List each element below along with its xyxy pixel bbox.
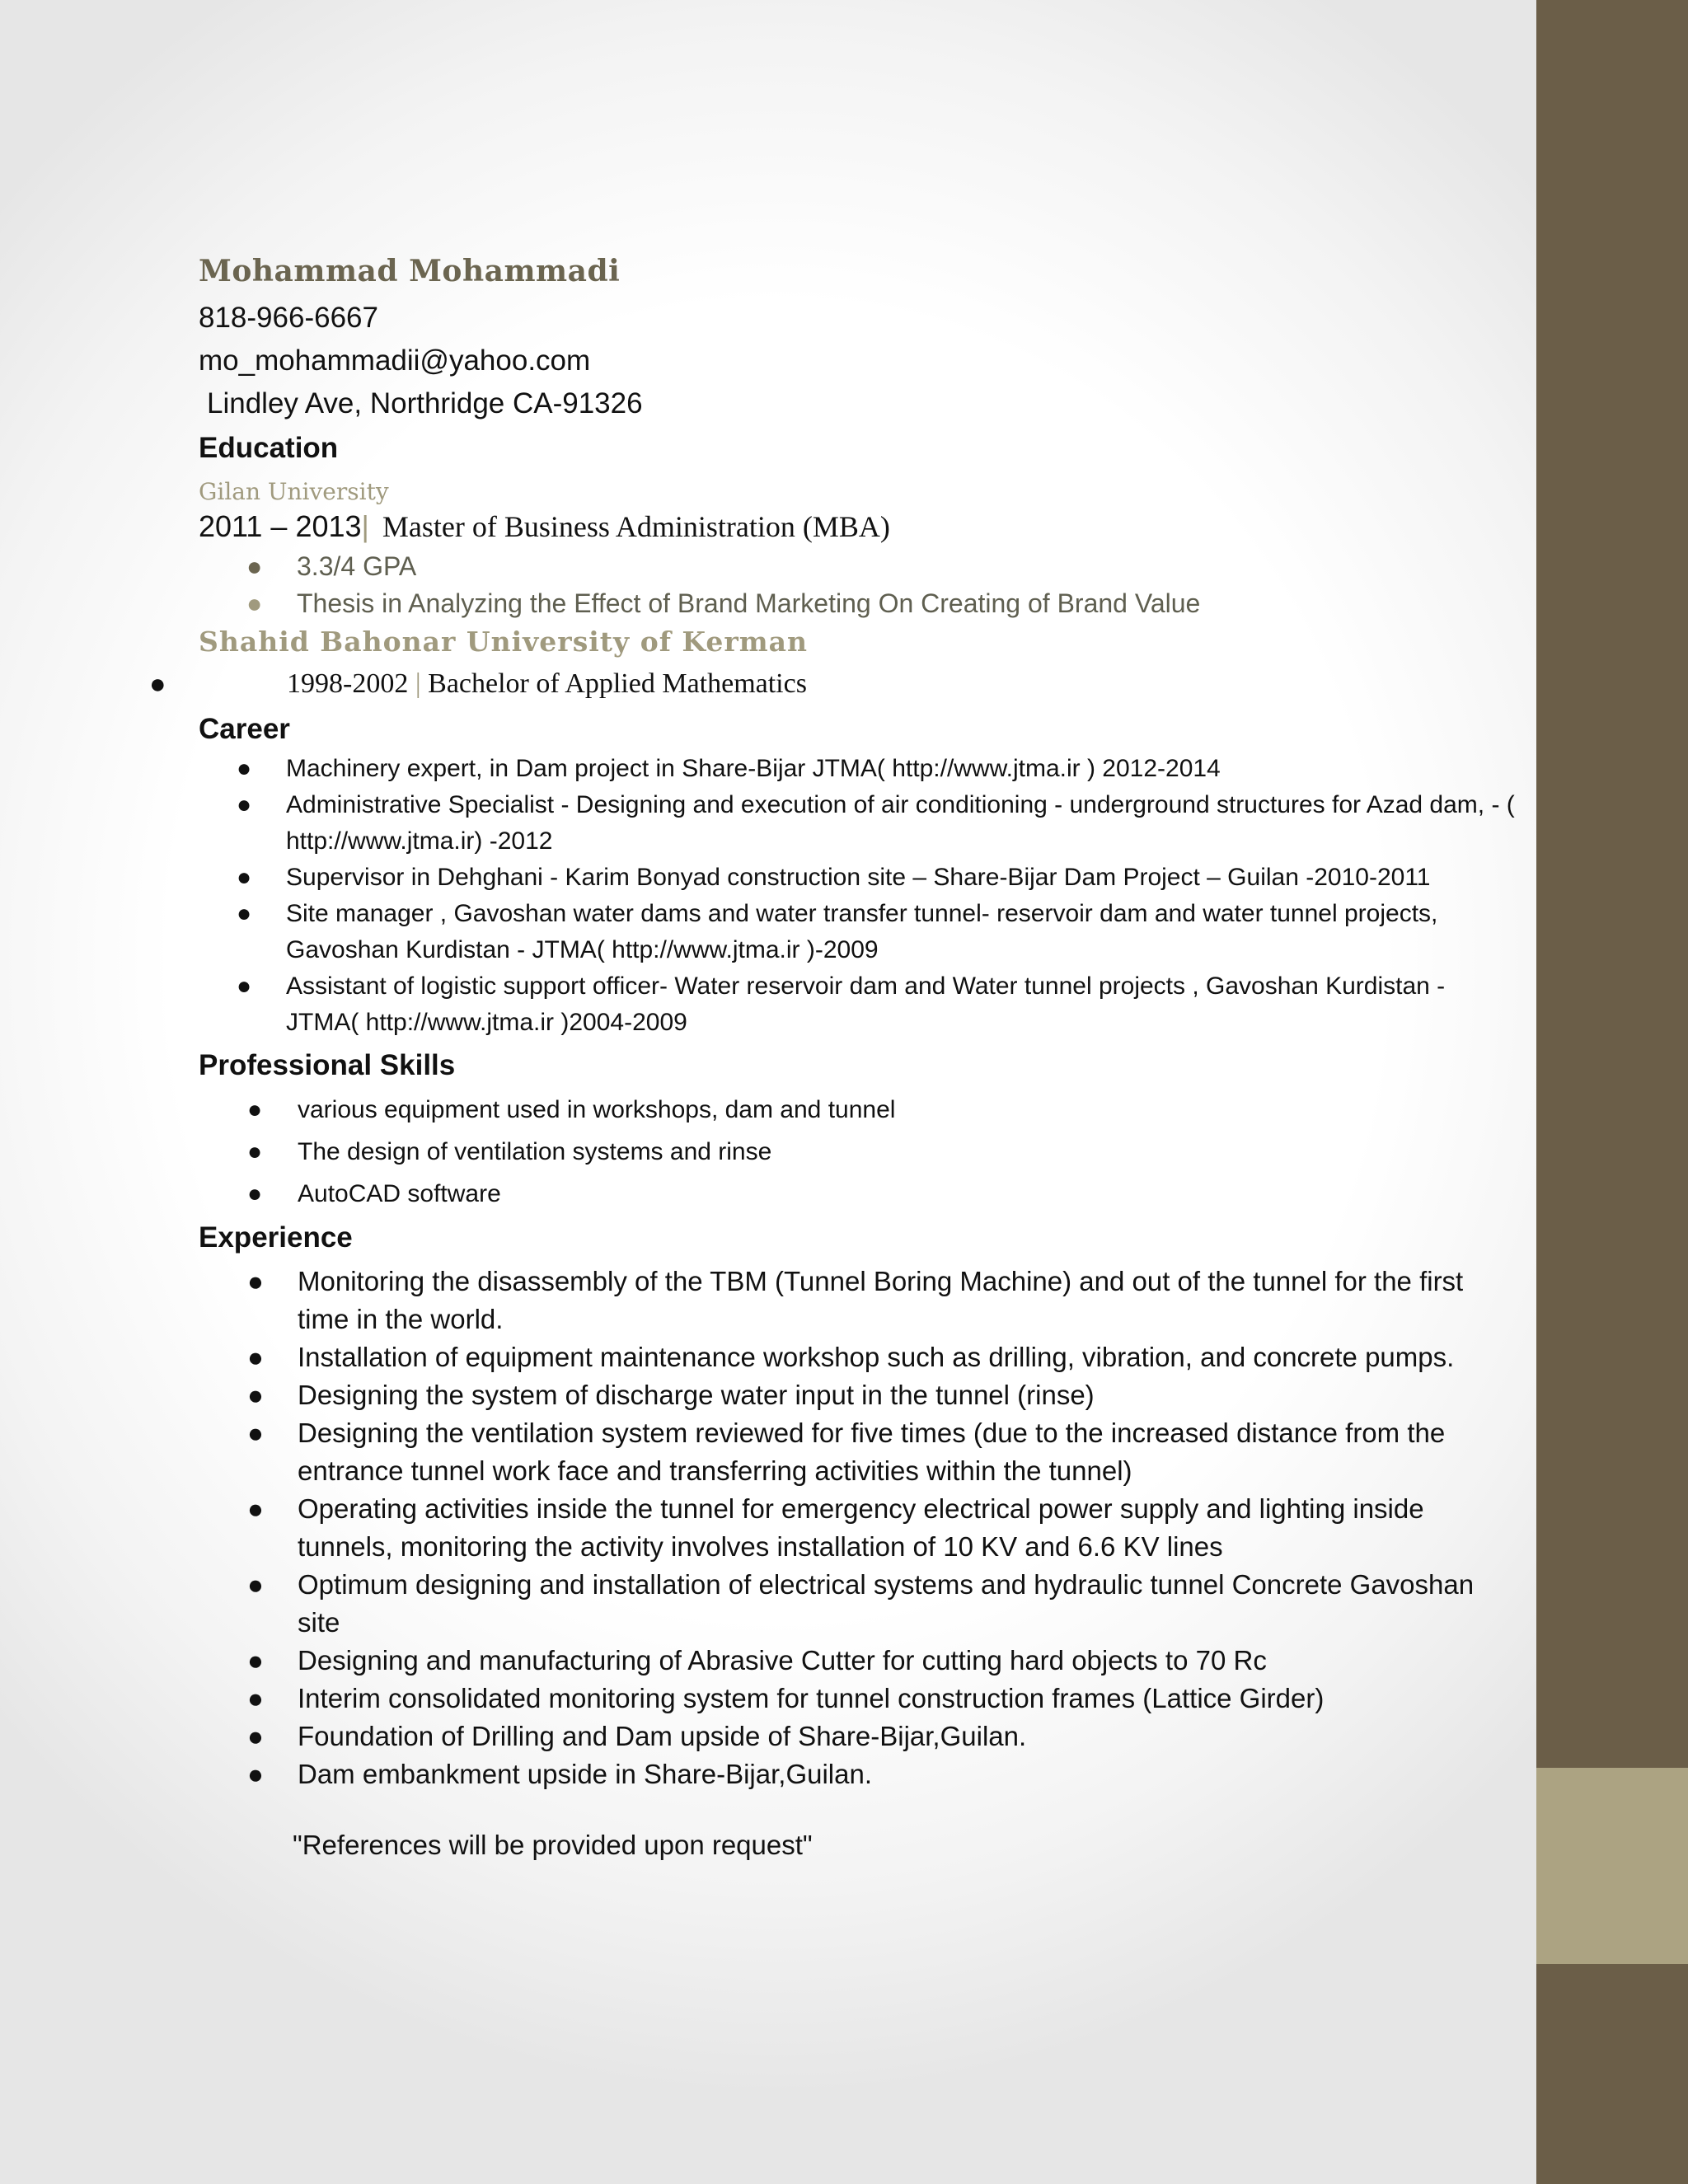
- references-note: "References will be provided upon request": [293, 1830, 813, 1860]
- bachelor-degree: Bachelor of Applied Mathematics: [428, 668, 807, 699]
- list-item: [247, 1566, 1517, 1642]
- career-heading: Career: [199, 713, 290, 745]
- list-item: [237, 751, 1517, 787]
- bullet-icon: ●: [247, 1180, 263, 1207]
- list-item: [247, 1642, 1517, 1680]
- candidate-name: Mohammad Mohammadi: [199, 254, 621, 288]
- list-item: [247, 1263, 1517, 1338]
- bullet-icon: ●: [247, 1342, 264, 1372]
- list-item: [237, 860, 1517, 896]
- bullet-icon: ●: [237, 791, 252, 818]
- school-gilan-name: Gilan University: [199, 478, 389, 505]
- career-item-text: Administrative Specialist - Designing and execution of air conditioning - underground structures for Azad dam, - ( http://www.jtma.ir) -2012: [286, 791, 1515, 855]
- separator: |: [415, 668, 421, 699]
- bullet-icon: ●: [246, 588, 263, 618]
- career-item-text: Supervisor in Dehghani - Karim Bonyad construction site – Share-Bijar Dam Project – Guilan -2010-2011: [286, 864, 1431, 891]
- list-item: [247, 1414, 1517, 1490]
- skills-heading: Professional Skills: [199, 1049, 456, 1081]
- bullet-icon: ●: [247, 1721, 264, 1751]
- skill-item-text: various equipment used in workshops, dam and tunnel: [298, 1096, 896, 1123]
- list-item: [247, 1718, 1517, 1755]
- experience-heading: Experience: [199, 1221, 353, 1254]
- bullet-icon: ●: [247, 1266, 264, 1296]
- bullet-icon: ●: [247, 1418, 264, 1448]
- mba-years: 2011 – 2013: [199, 509, 362, 543]
- experience-item-text: Designing the ventilation system reviewed for five times (due to the increased distance from the entrance tunnel work face and transferring activities within the tunnel): [298, 1418, 1446, 1486]
- experience-item-text: Operating activities inside the tunnel for emergency electrical power supply and lighting inside tunnels, monitoring the activity involves installation of 10 KV and 6.6 KV lines: [298, 1493, 1424, 1562]
- experience-item-text: Installation of equipment maintenance workshop such as drilling, vibration, and concrete pumps.: [298, 1342, 1455, 1372]
- list-item: [247, 1089, 1517, 1131]
- experience-item-text: Dam embankment upside in Share-Bijar,Guilan.: [298, 1759, 873, 1789]
- list-item: [247, 1680, 1517, 1718]
- bullet-icon: ●: [237, 864, 252, 891]
- mba-degree: Master of Business Administration (MBA): [382, 510, 890, 543]
- skills-list: [199, 1089, 1517, 1215]
- separator: |: [361, 509, 369, 543]
- sidebar-accent-block: [1536, 1768, 1688, 1964]
- phone-number: 818-966-6667: [199, 302, 378, 334]
- bullet-icon: ●: [247, 1645, 264, 1675]
- list-item: [247, 1338, 1517, 1376]
- email-address: mo_mohammadii@yahoo.com: [199, 344, 591, 377]
- bullet-icon: ●: [247, 1493, 264, 1524]
- bachelor-degree-line: [149, 662, 1517, 706]
- list-item: [247, 1131, 1517, 1173]
- list-item: [247, 1376, 1517, 1414]
- bullet-icon: ●: [237, 972, 252, 1000]
- experience-list: [199, 1263, 1517, 1793]
- bullet-icon: ●: [247, 1096, 263, 1123]
- bullet-icon: ●: [149, 668, 166, 700]
- mba-details-list: [199, 548, 1517, 622]
- resume-document: [149, 254, 1517, 1861]
- experience-item-text: Designing the system of discharge water input in the tunnel (rinse): [298, 1380, 1095, 1410]
- list-item: [237, 968, 1517, 1041]
- bachelor-years: 1998-2002: [287, 668, 409, 699]
- list-item: [246, 548, 1517, 585]
- street-address: Lindley Ave, Northridge CA-91326: [207, 387, 643, 419]
- experience-item-text: Designing and manufacturing of Abrasive Cutter for cutting hard objects to 70 Rc: [298, 1645, 1267, 1675]
- skill-item-text: AutoCAD software: [298, 1180, 501, 1207]
- list-item: [246, 585, 1517, 622]
- bullet-icon: ●: [247, 1569, 264, 1600]
- career-item-text: Machinery expert, in Dam project in Share-Bijar JTMA( http://www.jtma.ir ) 2012-2014: [286, 755, 1221, 782]
- bullet-icon: ●: [247, 1138, 263, 1165]
- career-item-text: Assistant of logistic support officer- Water reservoir dam and Water tunnel projects , Gavoshan Kurdistan - JTMA( http://www.jtma.ir )2004-2009: [286, 972, 1446, 1036]
- school-kerman-name: Shahid Bahonar University of Kerman: [199, 626, 809, 658]
- bullet-icon: ●: [246, 551, 263, 581]
- bullet-icon: ●: [237, 900, 252, 927]
- career-list: [199, 751, 1517, 1041]
- education-heading: Education: [199, 432, 339, 464]
- bullet-icon: ●: [247, 1759, 264, 1789]
- thesis-text: Thesis in Analyzing the Effect of Brand Marketing On Creating of Brand Value: [297, 588, 1201, 618]
- bullet-icon: ●: [247, 1683, 264, 1713]
- career-item-text: Site manager , Gavoshan water dams and water transfer tunnel- reservoir dam and water tunnel projects, Gavoshan Kurdistan - JTMA( http://www.jtma.ir )-2009: [286, 900, 1438, 963]
- list-item: [247, 1755, 1517, 1793]
- list-item: [237, 896, 1517, 968]
- list-item: [247, 1173, 1517, 1215]
- experience-item-text: Foundation of Drilling and Dam upside of Share-Bijar,Guilan.: [298, 1721, 1027, 1751]
- experience-item-text: Monitoring the disassembly of the TBM (Tunnel Boring Machine) and out of the tunnel for the first time in the world.: [298, 1266, 1464, 1334]
- gpa-text: 3.3/4 GPA: [297, 551, 417, 581]
- mba-degree-line: [199, 505, 1517, 548]
- experience-item-text: Optimum designing and installation of electrical systems and hydraulic tunnel Concrete Gavoshan site: [298, 1569, 1475, 1638]
- skill-item-text: The design of ventilation systems and rinse: [298, 1138, 772, 1165]
- list-item: [247, 1490, 1517, 1566]
- bullet-icon: ●: [237, 755, 252, 782]
- experience-item-text: Interim consolidated monitoring system for tunnel construction frames (Lattice Girder): [298, 1683, 1325, 1713]
- list-item: [237, 787, 1517, 860]
- bullet-icon: ●: [247, 1380, 264, 1410]
